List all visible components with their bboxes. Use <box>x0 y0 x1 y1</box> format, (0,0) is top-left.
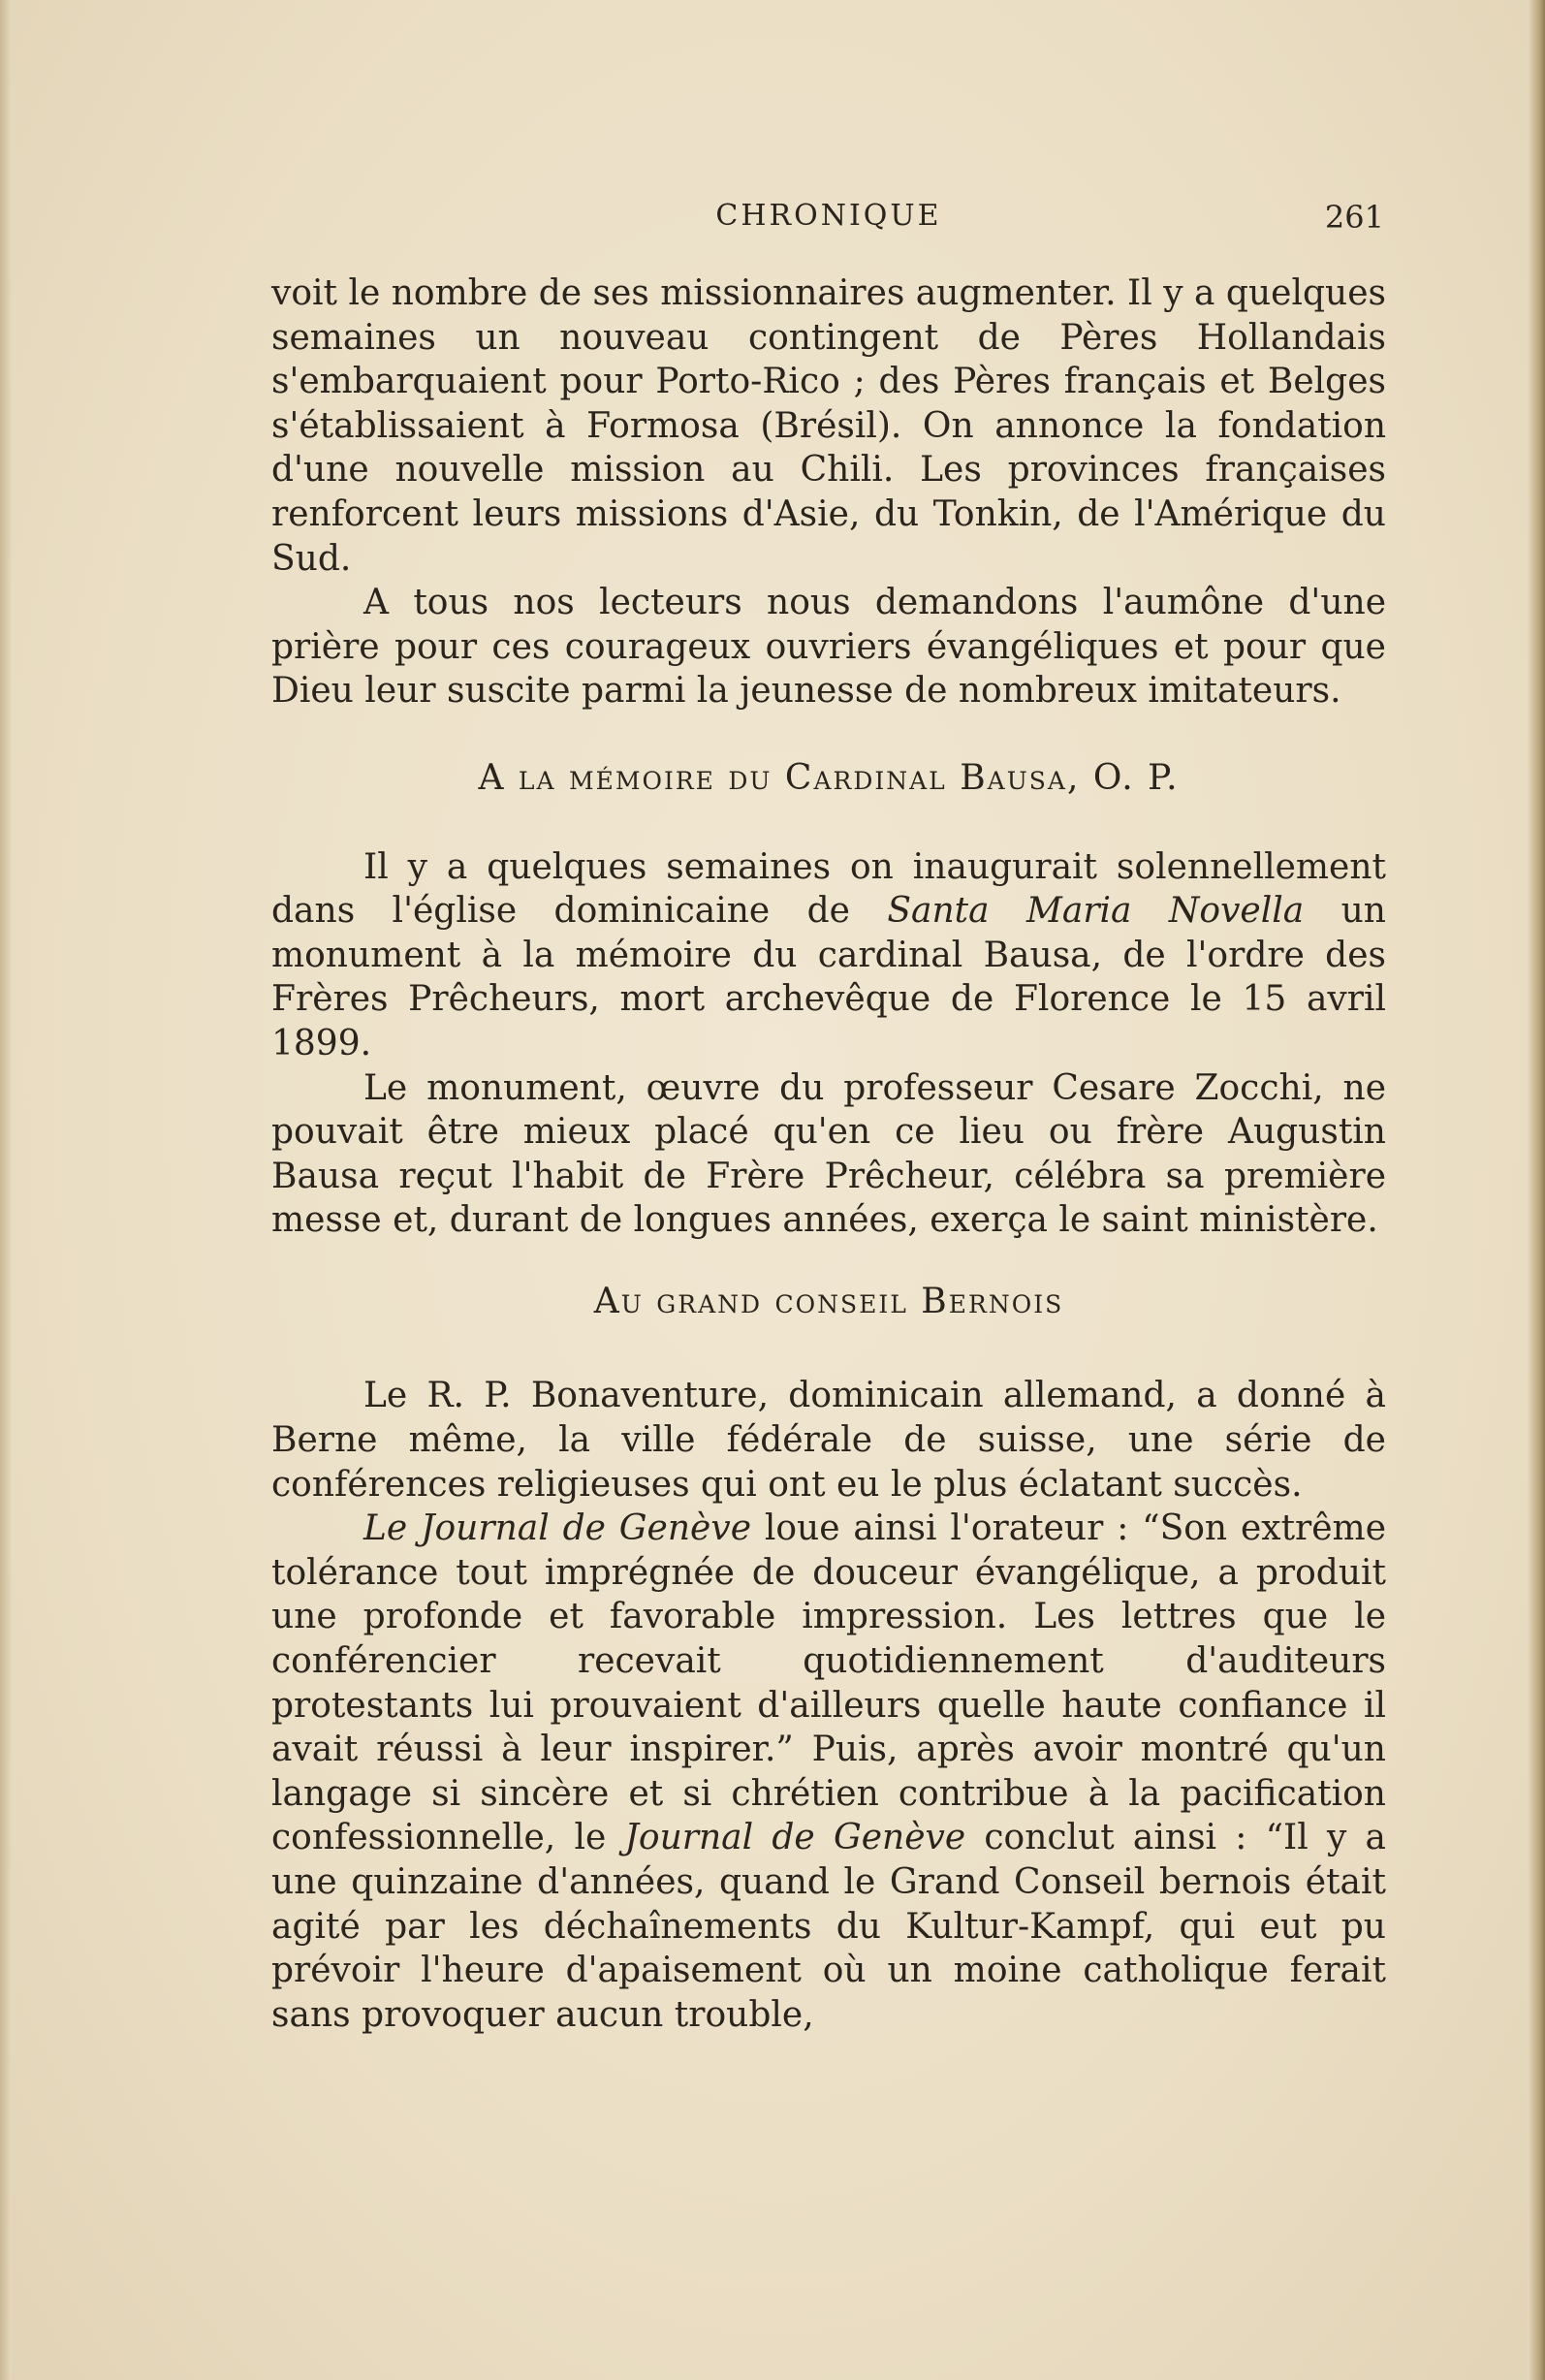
paragraph-prayer: A tous nos lecteurs nous demandons l'aumône d'une prière pour ces courageux ouvriers évangéliques et pour que Dieu leur suscite parmi la jeunesse de nombreux imitateurs. <box>271 583 1386 712</box>
paragraph-missionaries: voit le nombre de ses missionnaires augmenter. Il y a quelques semaines un nouveau contingent de Pères Hollandais s'embarquaient pour Porto-Rico ; des Pères français et Belges s'établissaient à Formosa (Brésil). On annonce la fondation d'une nouvelle mission au Chili. Les provinces françaises renforcent leurs missions d'Asie, du Tonkin, de l'Amérique du Sud. <box>271 273 1386 579</box>
page-left-edge <box>0 0 12 2380</box>
section-heading-grand-conseil: Au grand conseil Bernois <box>593 1281 1064 1321</box>
page-right-edge <box>1528 0 1545 2380</box>
text-run: conclut ainsi : “Il y a une quinzaine d'années, quand le Grand Conseil bernois était agité par les déchaînements du Kultur-Kampf, qui eut pu prévoir l'heure d'apaisement où un moine catholique ferait sans provoquer aucun trouble, <box>271 1818 1387 2035</box>
italic-journal-title: Journal de Genève <box>624 1818 966 1858</box>
running-head: CHRONIQUE <box>715 199 942 233</box>
italic-journal-title: Le Journal de Genève <box>363 1508 751 1549</box>
text-run: un monument à la mémoire du cardinal Bausa, de l'ordre des Frères Prêcheurs, mort archevêque de Florence le 15 avril 1899. <box>271 891 1386 1063</box>
page-text <box>271 271 1386 2037</box>
paragraph-bonaventure: Le R. P. Bonaventure, dominicain allemand, a donné à Berne même, la ville fédérale de suisse, une série de conférences religieuses qui ont eu le plus éclatant succès. <box>271 1376 1386 1505</box>
page-header <box>271 199 1386 238</box>
italic-church-name: Santa Maria Novella <box>887 891 1305 932</box>
text-run: loue ainsi l'orateur : “Son extrême tolérance tout imprégnée de douceur évangélique, a produit une profonde et favorable impression. Les lettres que le conférencier recevait quotidiennement d'auditeurs protestants lui prouvaient d'ailleurs quelle haute confiance il avait réussi à leur inspirer.” Puis, après avoir montré qu'un langage si sincère et si chrétien contribue à la pacification confessionnelle, le <box>271 1508 1386 1858</box>
page-number: 261 <box>1324 199 1384 236</box>
paragraph-zocchi: Le monument, œuvre du professeur Cesare Zocchi, ne pouvait être mieux placé qu'en ce lieu ou frère Augustin Bausa reçut l'habit de Frère Prêcheur, célébra sa première messe et, durant de longues années, exerça le saint ministère. <box>271 1067 1386 1241</box>
section-heading-cardinal-bausa: A la mémoire du Cardinal Bausa, O. P. <box>478 757 1180 798</box>
paragraph-journal-geneve <box>271 1507 1386 2037</box>
text-run: Il y a quelques semaines on inaugurait solennellement dans l'église dominicaine de <box>271 846 1386 932</box>
paragraph-monument <box>271 845 1386 1066</box>
